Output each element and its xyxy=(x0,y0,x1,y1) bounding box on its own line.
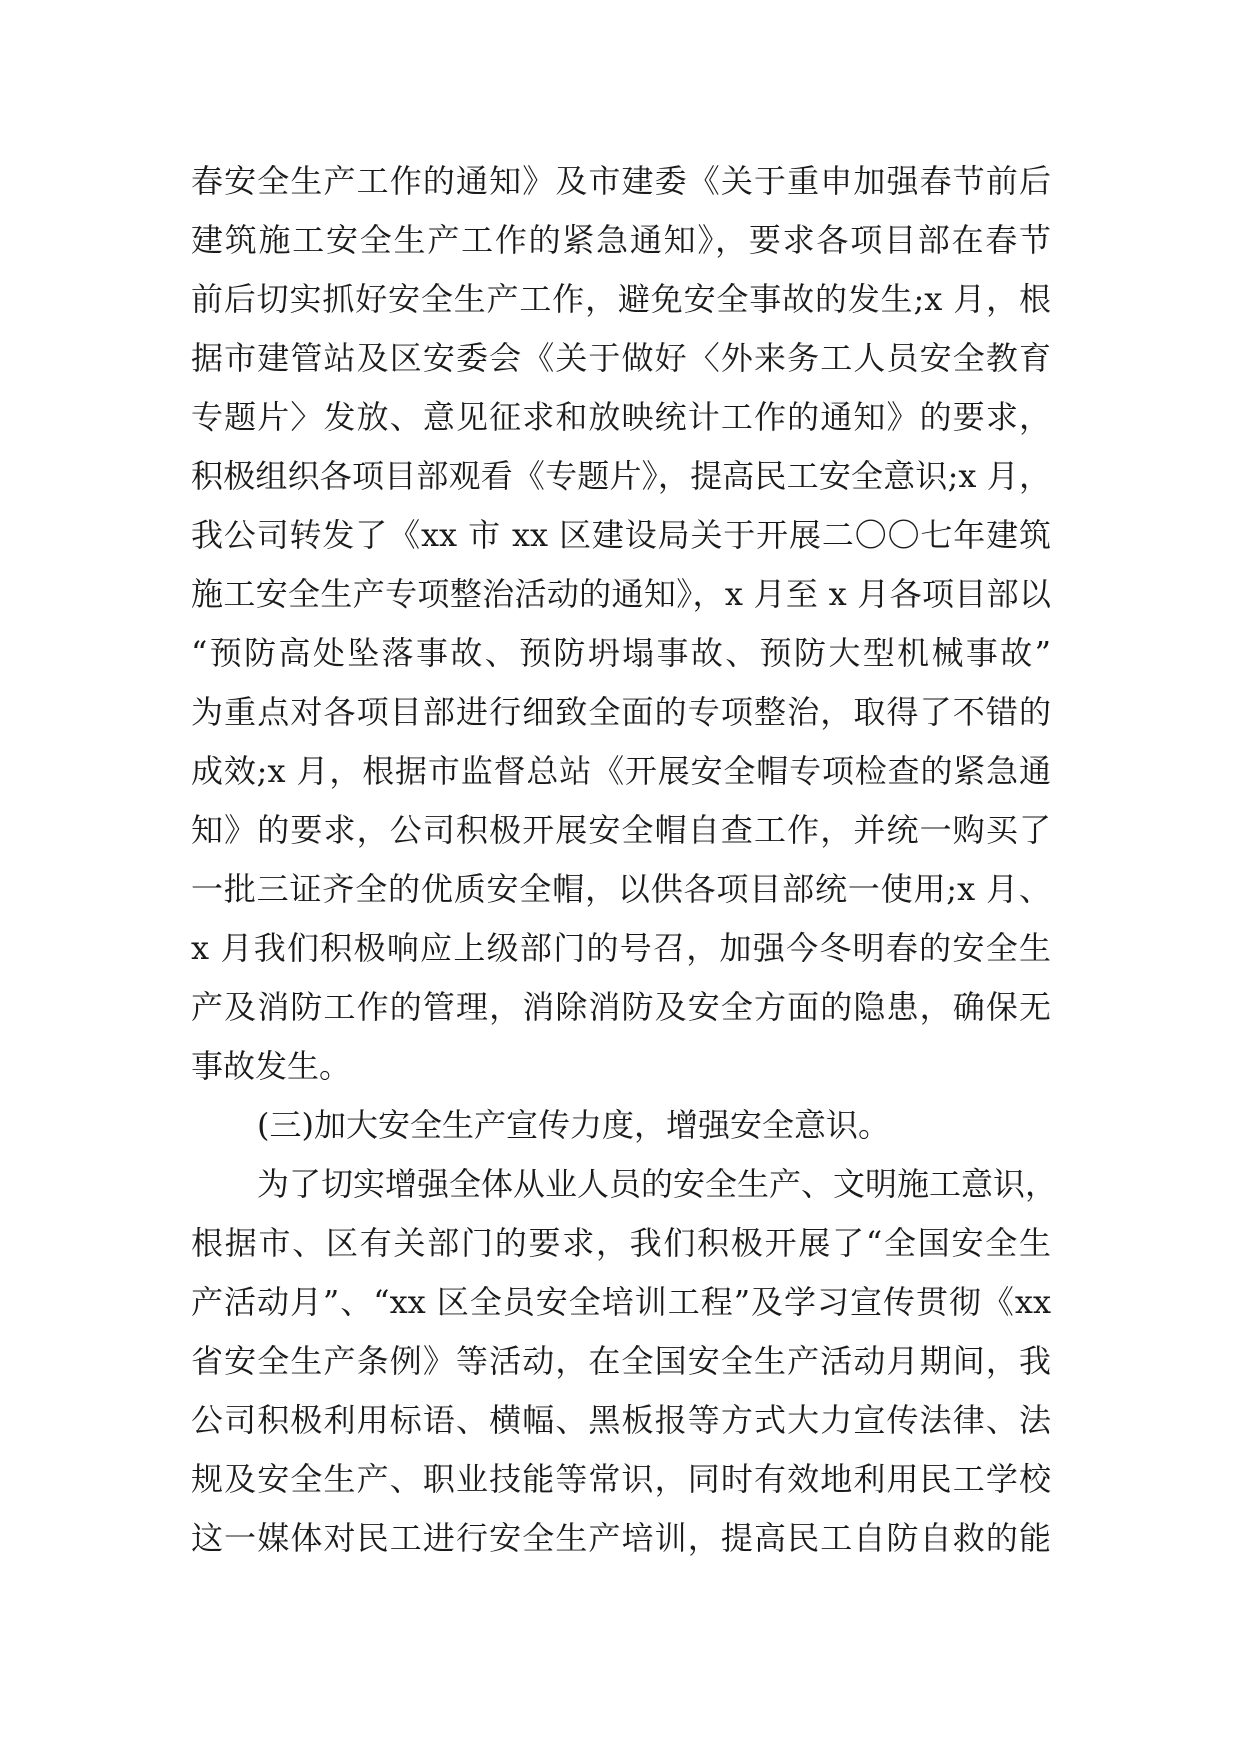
text-line: “预防高处坠落事故、预防坍塌事故、预防大型机械事故” xyxy=(191,634,1051,672)
text-line: 施工安全生产专项整治活动的通知》，x 月至 x 月各项目部以 xyxy=(191,575,1051,613)
text-line: 春安全生产工作的通知》及市建委《关于重申加强春节前后 xyxy=(191,162,1051,200)
text-line: 规及安全生产、职业技能等常识，同时有效地利用民工学校 xyxy=(191,1460,1051,1498)
text-line: 成效;x 月，根据市监督总站《开展安全帽专项检查的紧急通 xyxy=(191,752,1051,790)
text-line: 建筑施工安全生产工作的紧急通知》，要求各项目部在春节 xyxy=(191,221,1051,259)
section-heading: (三)加大安全生产宣传力度，增强安全意识。 xyxy=(257,1106,890,1144)
body-text xyxy=(191,152,1058,1568)
text-line: 事故发生。 xyxy=(191,1047,352,1085)
text-line: 省安全生产条例》等活动，在全国安全生产活动月期间，我 xyxy=(191,1342,1051,1380)
text-line: 产及消防工作的管理，消除消防及安全方面的隐患，确保无 xyxy=(191,988,1051,1026)
text-line: 积极组织各项目部观看《专题片》，提高民工安全意识;x 月， xyxy=(191,457,1051,495)
text-line: 产活动月”、“xx 区全员安全培训工程”及学习宣传贯彻《xx xyxy=(191,1283,1051,1321)
text-line: 公司积极利用标语、横幅、黑板报等方式大力宣传法律、法 xyxy=(191,1401,1051,1439)
text-line: 一批三证齐全的优质安全帽，以供各项目部统一使用;x 月、 xyxy=(191,870,1051,908)
text-line: x 月我们积极响应上级部门的号召，加强今冬明春的安全生 xyxy=(191,929,1051,967)
text-line: 知》的要求，公司积极开展安全帽自查工作，并统一购买了 xyxy=(191,811,1051,849)
text-line: 这一媒体对民工进行安全生产培训，提高民工自防自救的能 xyxy=(191,1519,1051,1557)
text-line: 前后切实抓好安全生产工作，避免安全事故的发生;x 月，根 xyxy=(191,280,1051,318)
text-line: 根据市、区有关部门的要求，我们积极开展了“全国安全生 xyxy=(191,1224,1051,1262)
text-line: 为了切实增强全体从业人员的安全生产、文明施工意识， xyxy=(257,1165,1058,1203)
text-line: 为重点对各项目部进行细致全面的专项整治，取得了不错的 xyxy=(191,693,1051,731)
text-line: 专题片〉发放、意见征求和放映统计工作的通知》的要求， xyxy=(191,398,1051,436)
text-line: 我公司转发了《xx 市 xx 区建设局关于开展二〇〇七年建筑 xyxy=(191,516,1051,554)
text-line: 据市建管站及区安委会《关于做好〈外来务工人员安全教育 xyxy=(191,339,1051,377)
